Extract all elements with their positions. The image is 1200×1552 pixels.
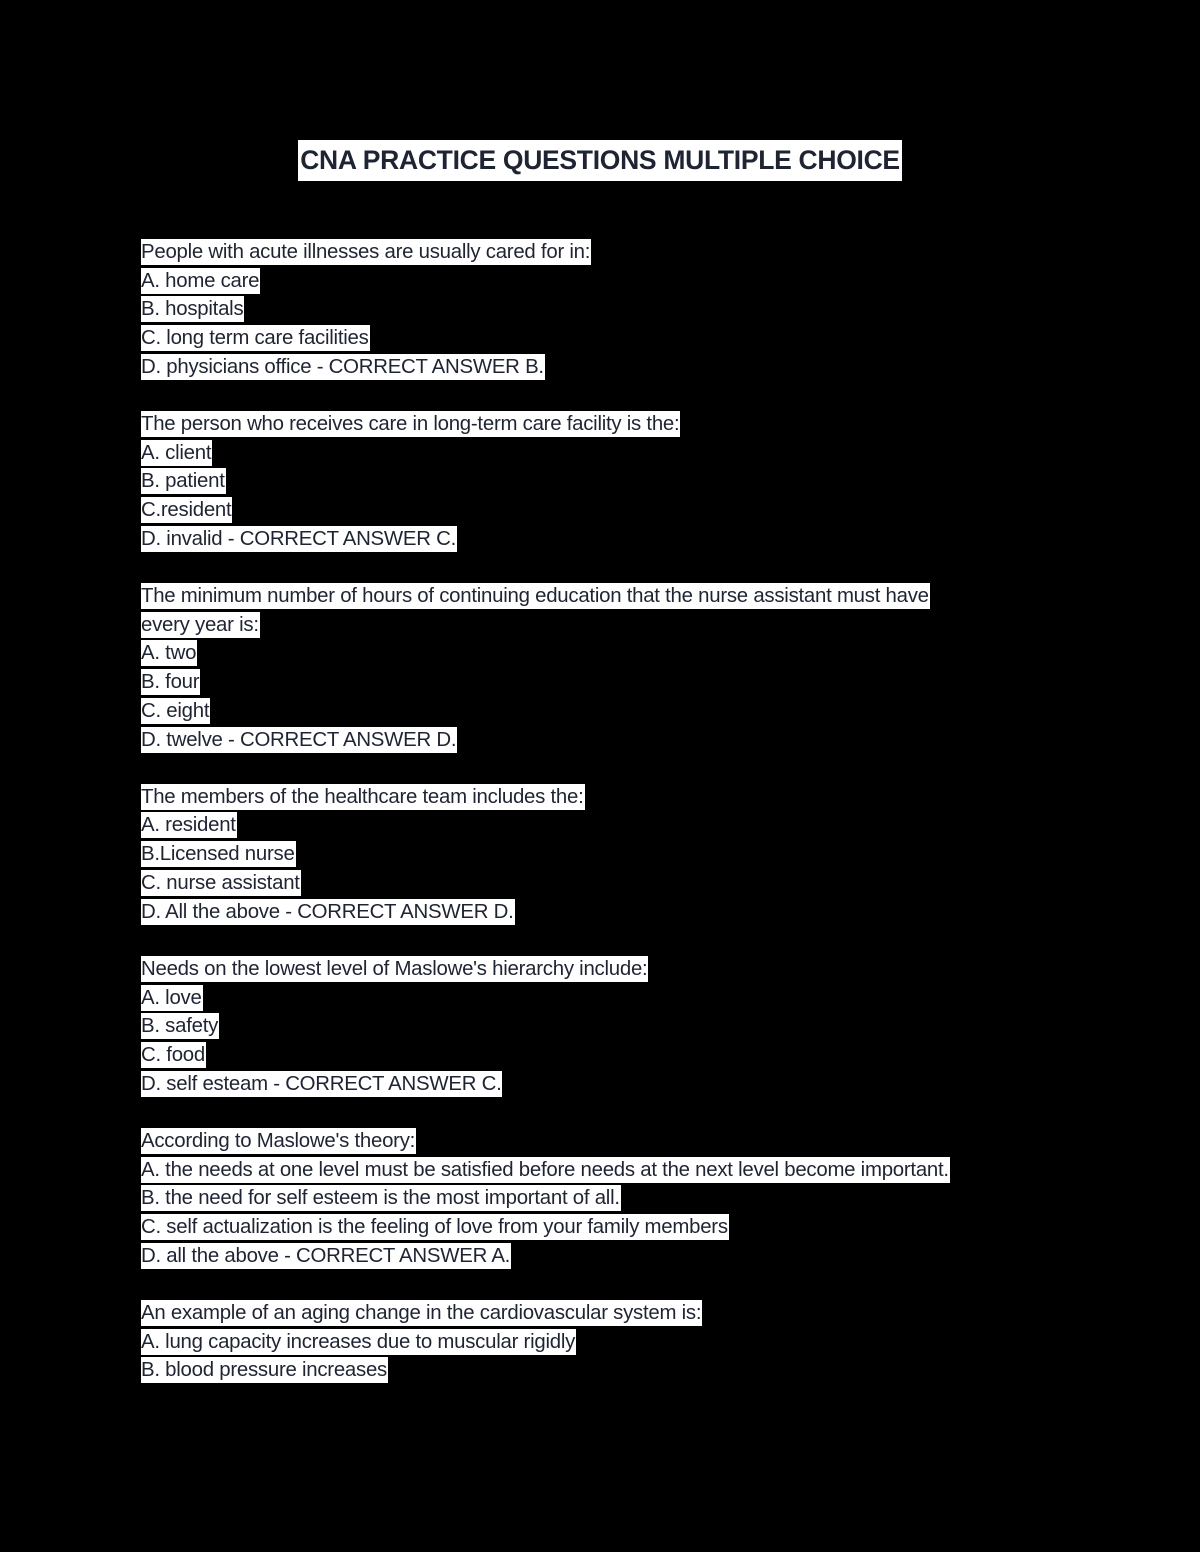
- question-prompt: An example of an aging change in the cardiovascular system is:: [141, 1301, 702, 1324]
- question-2: [141, 410, 1041, 553]
- answer-option: D. physicians office - CORRECT ANSWER B.: [141, 355, 544, 378]
- question-prompt: According to Maslowe's theory:: [141, 1129, 416, 1152]
- question-prompt: Needs on the lowest level of Maslowe's hierarchy include:: [141, 957, 648, 980]
- answer-option: A. home care: [141, 269, 260, 292]
- question-prompt: The minimum number of hours of continuing education that the nurse assistant must have: [141, 585, 929, 608]
- answer-option: A. love: [141, 986, 202, 1009]
- answer-option: D. invalid - CORRECT ANSWER C.: [141, 527, 457, 550]
- answer-option: B. four: [141, 671, 200, 694]
- answer-option: C. long term care facilities: [141, 327, 369, 350]
- answer-option: B. the need for self esteem is the most important of all.: [141, 1187, 620, 1210]
- answer-option: A. the needs at one level must be satisfied before needs at the next level become important.: [141, 1158, 949, 1181]
- question-3: [141, 582, 1041, 754]
- answer-option: C.resident: [141, 499, 232, 522]
- question-list: [141, 238, 1041, 1414]
- question-prompt: People with acute illnesses are usually cared for in:: [141, 241, 591, 263]
- answer-option: B. hospitals: [141, 298, 244, 321]
- answer-option: B. patient: [141, 470, 225, 493]
- page-title: CNA PRACTICE QUESTIONS MULTIPLE CHOICE: [298, 140, 902, 181]
- answer-option: D. self esteam - CORRECT ANSWER C.: [141, 1072, 502, 1095]
- title-wrap: [0, 140, 1200, 181]
- answer-option: A. lung capacity increases due to muscular rigidly: [141, 1330, 576, 1353]
- answer-option: A. client: [141, 441, 212, 464]
- answer-option: B. safety: [141, 1015, 219, 1038]
- answer-option: C. self actualization is the feeling of love from your family members: [141, 1215, 728, 1238]
- answer-option: B. blood pressure increases: [141, 1359, 388, 1382]
- question-5: [141, 955, 1041, 1098]
- question-6: [141, 1127, 1041, 1270]
- answer-option: C. nurse assistant: [141, 871, 300, 894]
- answer-option: C. food: [141, 1043, 205, 1066]
- question-prompt: The members of the healthcare team includes the:: [141, 785, 584, 808]
- answer-option: D. All the above - CORRECT ANSWER D.: [141, 900, 514, 923]
- question-1: [141, 238, 1041, 381]
- answer-option: D. twelve - CORRECT ANSWER D.: [141, 728, 457, 751]
- question-prompt: The person who receives care in long-term care facility is the:: [141, 413, 680, 436]
- answer-option: D. all the above - CORRECT ANSWER A.: [141, 1244, 511, 1267]
- question-7: [141, 1299, 1041, 1385]
- answer-option: A. two: [141, 642, 197, 665]
- answer-option: B.Licensed nurse: [141, 843, 295, 866]
- answer-option: C. eight: [141, 699, 210, 722]
- question-prompt-continued: every year is:: [141, 613, 259, 636]
- answer-option: A. resident: [141, 814, 236, 837]
- question-4: [141, 783, 1041, 926]
